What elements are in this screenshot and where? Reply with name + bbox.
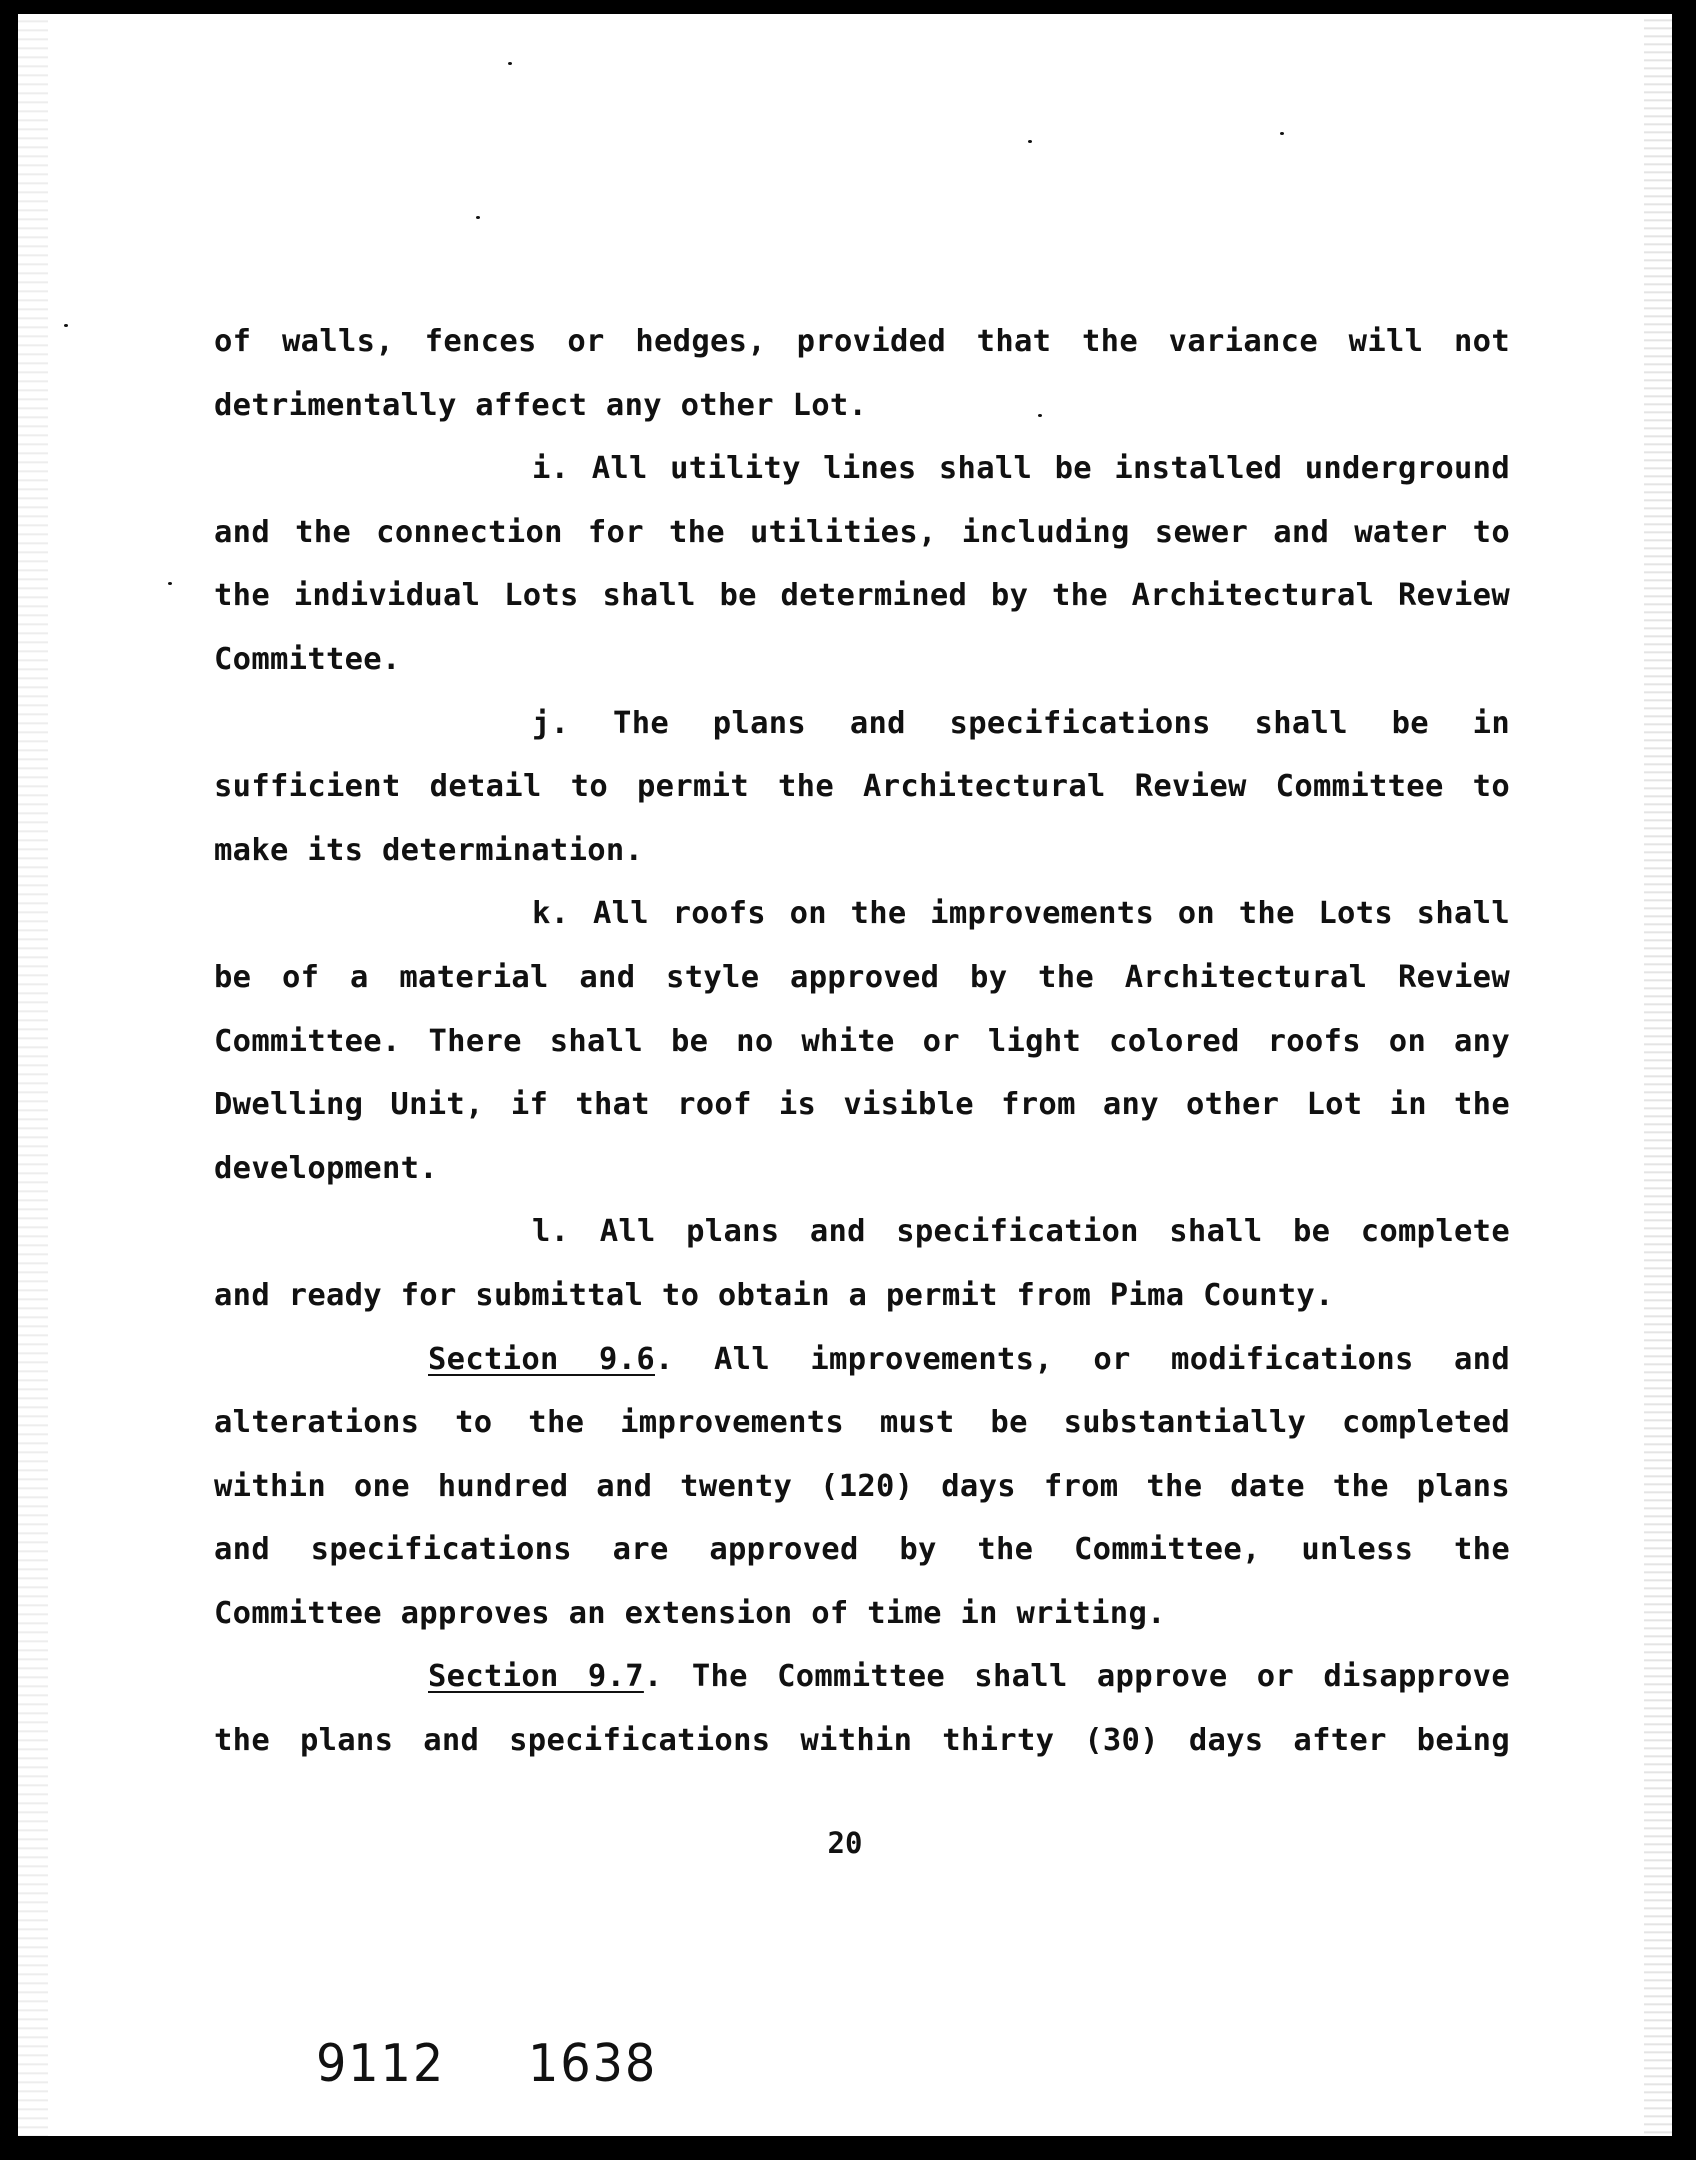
list-item-k: [214, 882, 1510, 1200]
text-line: k. All roofs on the improvements on the Lots shall: [532, 896, 1510, 932]
text-line: of walls, fences or hedges, provided that the variance will not: [214, 324, 1510, 359]
text-line: Committee approves an extension of time in writing.: [214, 1595, 1166, 1631]
text-line: be of a material and style approved by the Architectural Review: [214, 959, 1510, 995]
text-fragment: . The Committee shall approve or disapprove: [643, 1659, 1510, 1695]
text-line: j. The plans and specifications shall be in: [532, 705, 1510, 741]
section-first-line: [214, 1645, 1510, 1709]
text-line: detrimentally affect any other Lot.: [214, 387, 868, 423]
list-item-l: [214, 1200, 1510, 1327]
section-9-6: [214, 1328, 1510, 1646]
text-line: Dwelling Unit, if that roof is visible from any other Lot in the: [214, 1087, 1510, 1123]
text-line: development.: [214, 1150, 438, 1186]
page-number: 20: [827, 1826, 863, 1860]
paragraph-continued: [214, 310, 1510, 437]
text-line: and the connection for the utilities, including sewer and water to: [214, 514, 1510, 550]
text-line: sufficient detail to permit the Architectural Review Committee to: [214, 769, 1510, 805]
scan-edge-left: [18, 14, 48, 2136]
text-line: and ready for submittal to obtain a permit from Pima County.: [214, 1277, 1334, 1313]
text-line: the plans and specifications within thirty (30) days after being: [214, 1723, 1510, 1759]
scan-speck: [508, 62, 512, 65]
scan-speck: [64, 324, 68, 327]
page-number-stamp: 1638: [528, 2034, 658, 2094]
text-fragment: . All improvements, or modifications and: [655, 1341, 1510, 1377]
section-first-line: [214, 1328, 1510, 1392]
scan-speck: [168, 582, 172, 585]
text-line: Committee. There shall be no white or light colored roofs on any: [214, 1023, 1510, 1059]
text-line: l. All plans and specification shall be complete: [532, 1214, 1510, 1250]
text-line: within one hundred and twenty (120) days from the date the plans: [214, 1468, 1510, 1504]
scan-speck: [1028, 140, 1032, 143]
text-line: Committee.: [214, 641, 401, 677]
section-9-7: [214, 1645, 1510, 1772]
list-item-i: [214, 437, 1510, 691]
list-item-j: [214, 692, 1510, 883]
text-line: the individual Lots shall be determined by the Architectural Review: [214, 578, 1510, 614]
section-heading: Section 9.6: [428, 1341, 655, 1377]
text-line: make its determination.: [214, 832, 644, 868]
scan-edge-right: [1644, 14, 1672, 2136]
scan-speck: [1280, 132, 1284, 135]
scan-speck: [476, 216, 480, 219]
text-line: i. All utility lines shall be installed underground: [532, 451, 1510, 487]
body-text: [214, 310, 1510, 1773]
section-heading: Section 9.7: [428, 1659, 644, 1695]
text-line: alterations to the improvements must be substantially completed: [214, 1405, 1510, 1441]
book-number-stamp: 9112: [316, 2034, 446, 2094]
text-line: and specifications are approved by the Committee, unless the: [214, 1532, 1510, 1568]
document-page: [18, 14, 1672, 2136]
